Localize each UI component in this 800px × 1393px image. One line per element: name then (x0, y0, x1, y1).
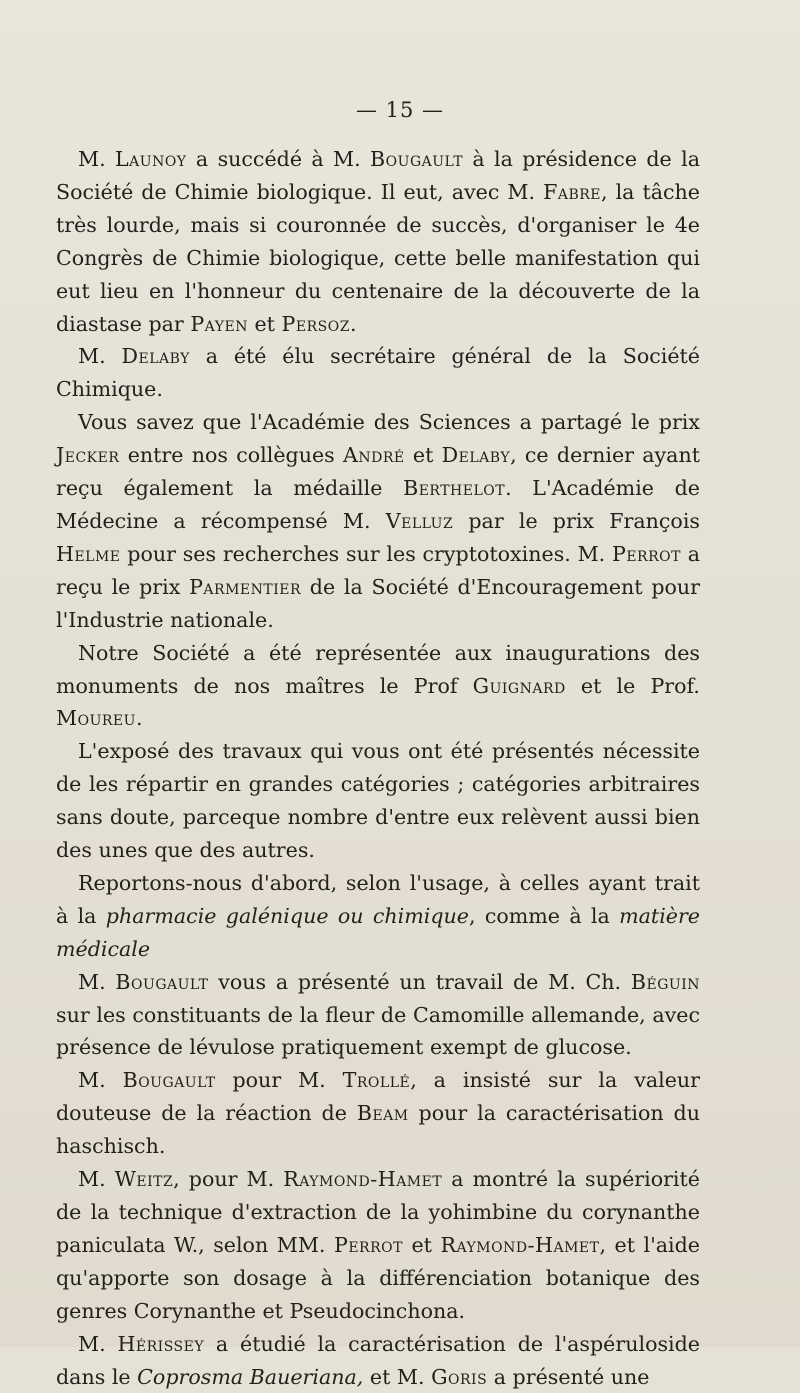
text-run: a montré la supériorité de la technique d'extraction de la yohimbine du corynanthe paniculata W., selon MM. (56, 1167, 700, 1257)
body-text (56, 143, 700, 1393)
text-run: . L'Académie de Médecine a récompensé M. (56, 476, 700, 533)
proper-name: Moureu (56, 706, 136, 731)
paragraph (56, 1064, 700, 1163)
proper-name: Raymond-Hamet (283, 1167, 443, 1192)
proper-name: Delaby (441, 443, 511, 468)
italic-text: Coprosma Baueriana, (137, 1364, 364, 1389)
proper-name: Guignard (472, 673, 566, 698)
paragraph (56, 735, 700, 867)
paragraph (56, 143, 700, 340)
proper-name: Fabre (543, 179, 602, 204)
proper-name: Bougault (370, 147, 464, 171)
text-run: M. (78, 1167, 115, 1192)
text-run: de la Société d'Encouragement pour l'Industrie nationale. (56, 574, 701, 632)
text-run: pour la caractérisation du haschisch. (56, 1101, 700, 1159)
proper-name: Goris (431, 1364, 488, 1389)
page-number: — 15 — (355, 98, 445, 122)
text-run: a été élu secrétaire général de la Société Chimique. (56, 344, 700, 402)
proper-name: Perrot (611, 541, 681, 566)
text-run: et M. (363, 1364, 432, 1389)
text-run: et le Prof. (565, 673, 700, 698)
italic-text: matière médicale (56, 903, 700, 961)
text-run: à la présidence de la Société de Chimie biologique. Il eut, avec M. (56, 147, 700, 204)
text-run: a reçu le prix (56, 541, 700, 599)
paragraph (56, 340, 700, 406)
proper-name: Weitz (114, 1167, 174, 1192)
text-run: M. (78, 147, 115, 171)
paragraph (56, 867, 700, 966)
proper-name: André (343, 443, 405, 468)
text-run: , ce dernier ayant reçu également la médaille (56, 443, 700, 501)
proper-name: Parmentier (189, 574, 302, 599)
text-run: a étudié la caractérisation de l'aspéruloside dans le (56, 1331, 700, 1389)
proper-name: Raymond-Hamet (440, 1232, 600, 1257)
text-run: et (404, 443, 442, 468)
proper-name: Velluz (385, 508, 454, 533)
proper-name: Perrot (333, 1232, 403, 1257)
text-run: L'exposé des travaux qui vous ont été présentés nécessite de les répartir en grandes catégories ; catégories arbitraires sans doute, parceque nombre d'entre eux relèvent aussi bien des unes que des autres. (56, 739, 700, 863)
text-run: pour M. (215, 1068, 343, 1093)
proper-name: Berthelot (403, 476, 506, 501)
text-run: M. (78, 1331, 118, 1356)
proper-name: Hérissey (117, 1331, 205, 1356)
proper-name: Bougault (115, 969, 209, 994)
text-run: , pour M. (173, 1167, 284, 1192)
paragraph (56, 637, 700, 736)
text-run: . (135, 706, 143, 731)
proper-name: Jecker (56, 443, 120, 468)
italic-text: pharmacie galénique ou chimique (105, 903, 469, 928)
text-run: , la tâche très lourde, mais si couronnée de succès, d'organiser le 4e Congrès de Chimie biologique, cette belle manifestation qui eut lieu en l'honneur du centenaire de la découverte de la diastase par (56, 179, 700, 336)
proper-name: Beam (356, 1101, 409, 1126)
proper-name: Béguin (630, 969, 700, 994)
text-run: M. (78, 969, 116, 994)
text-run: vous a présenté un travail de M. Ch. (208, 969, 631, 994)
paragraph (56, 406, 700, 636)
text-run: sur les constituants de la fleur de Camomille allemande, avec présence de lévulose pratiquement exempt de glucose. (56, 1002, 700, 1060)
proper-name: Trollé (342, 1068, 411, 1093)
text-run: . (349, 311, 357, 336)
text-run: par le prix François (453, 508, 700, 533)
text-run: Notre Société a été représentée aux inaugurations des monuments de nos maîtres le Prof (56, 640, 700, 698)
text-run: entre nos collègues (119, 443, 344, 468)
text-run: , a insisté sur la valeur douteuse de la réaction de (56, 1068, 700, 1126)
text-run: pour ses recherches sur les cryptotoxines. M. (120, 541, 612, 566)
text-run: a présenté une (487, 1364, 650, 1389)
text-run: Reportons-nous d'abord, selon l'usage, à celles ayant trait à la (56, 870, 700, 928)
text-run: et (247, 311, 282, 336)
text-run: Vous savez que l'Académie des Sciences a partagé le prix (78, 410, 700, 435)
text-run: , et l'aide qu'apporte son dosage à la différenciation botanique des genres Corynanthe et Pseudocinchona. (56, 1232, 700, 1323)
proper-name: Helme (56, 541, 121, 566)
proper-name: Payen (190, 311, 248, 336)
text-run: a succédé à M. (186, 147, 371, 171)
proper-name: Persoz (281, 311, 350, 336)
text-run: , comme à la (468, 903, 620, 928)
proper-name: Delaby (121, 344, 190, 369)
text-run: M. (78, 344, 122, 369)
paragraph (56, 966, 700, 1065)
proper-name: Launoy (115, 147, 187, 171)
text-run: et (402, 1232, 441, 1257)
paragraph (56, 1328, 700, 1393)
proper-name: Bougault (122, 1068, 216, 1093)
paragraph (56, 1163, 700, 1328)
text-run: M. (78, 1068, 123, 1093)
